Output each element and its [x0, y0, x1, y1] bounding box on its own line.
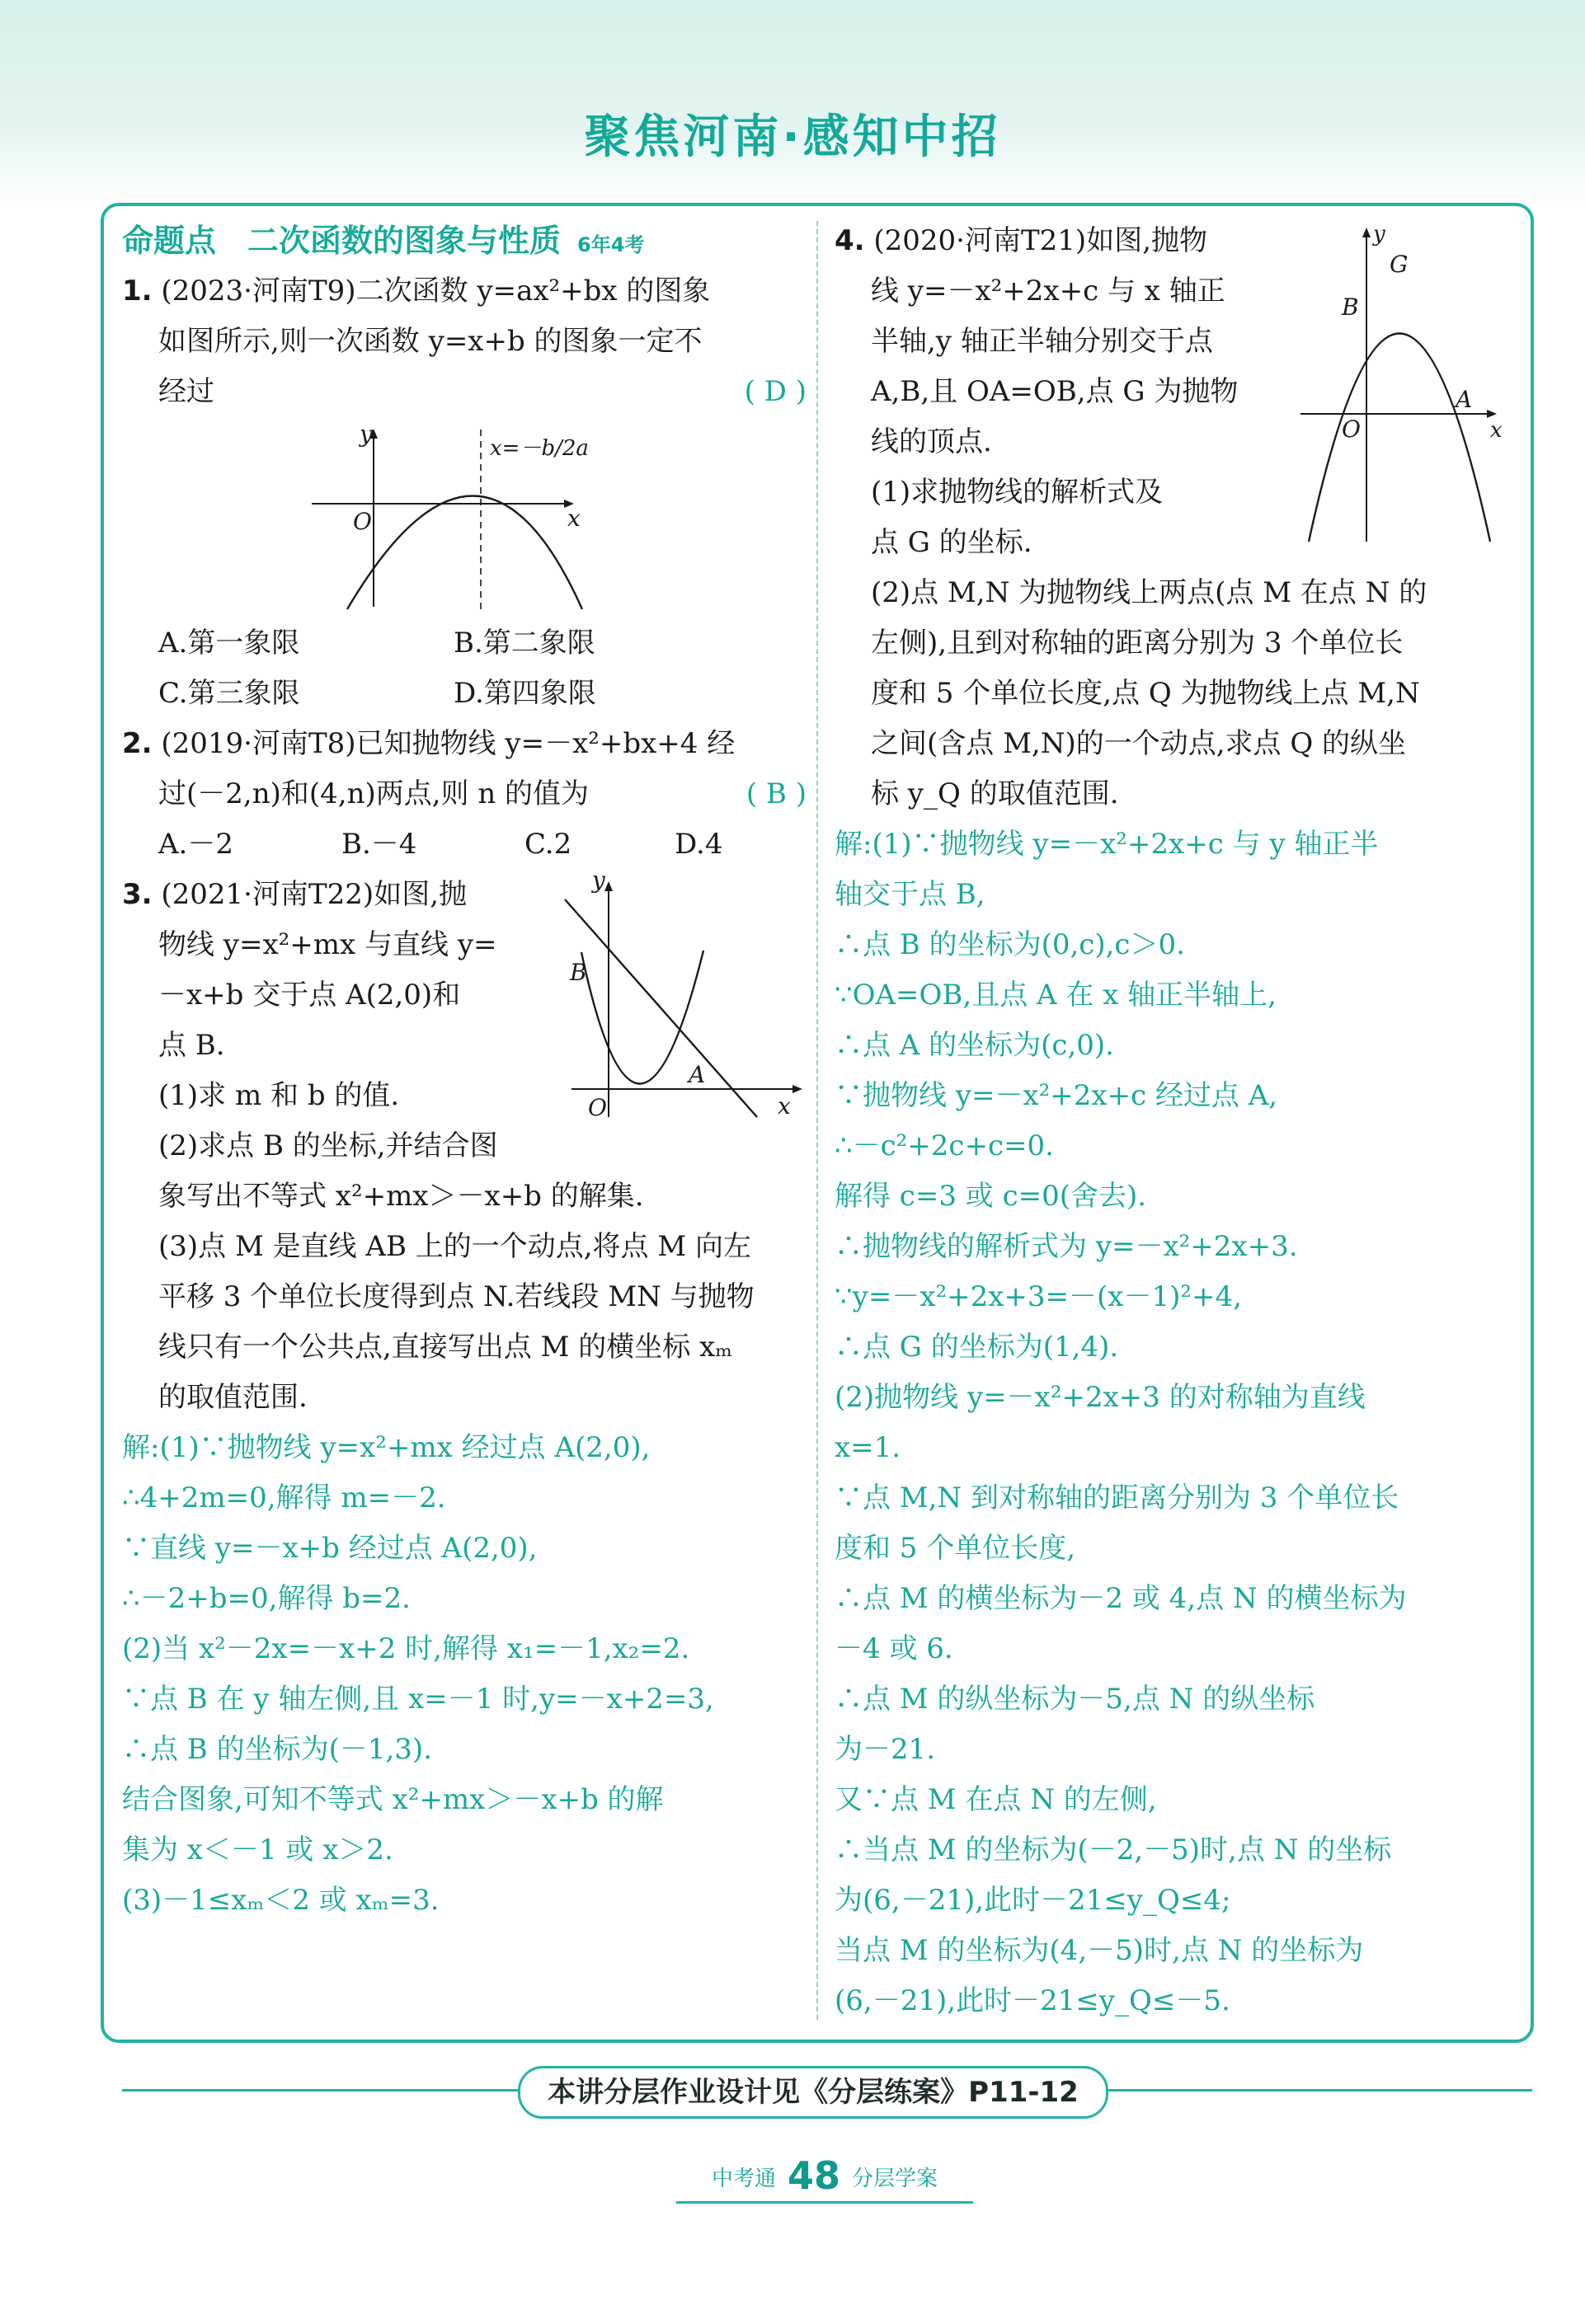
option-d: D.第四象限: [454, 677, 596, 710]
question-4-block: [835, 216, 1511, 819]
question-2-answer: ( B ): [745, 777, 807, 810]
question-4-number: 4.: [835, 224, 865, 257]
question-4-line: (2)点 M,N 为抛物线上两点(点 M 在点 N 的: [871, 576, 1427, 609]
q4-point-g-label: G: [1390, 251, 1409, 278]
question-3-line: 平移 3 个单位长度得到点 N.若线段 MN 与抛物: [158, 1280, 755, 1313]
column-divider: [816, 221, 818, 2020]
solution-line: ∵点 B 在 y 轴左侧,且 x=－1 时,y=－x+2=3,: [122, 1683, 714, 1716]
question-3-block: [122, 870, 807, 1423]
footer-rule-right: [1103, 2089, 1532, 2092]
solution-line: 解得 c=3 或 c=0(舍去).: [835, 1180, 1147, 1213]
question-2-text: (2019·河南T8)已知抛物线 y=－x²+bx+4 经: [161, 727, 736, 760]
question-3-line: (1)求 m 和 b 的值.: [158, 1079, 400, 1112]
left-column: [122, 216, 807, 1926]
page-number: 48: [787, 2153, 840, 2198]
question-1-options-row: [122, 618, 807, 669]
option-b: B.第二象限: [454, 627, 595, 660]
q1-y-label: y: [360, 420, 373, 448]
question-3-number: 3.: [122, 878, 153, 911]
solution-line: 结合图象,可知不等式 x²+mx＞－x+b 的解: [122, 1783, 664, 1816]
question-1-figure: [122, 417, 807, 618]
question-2-text: 过(－2,n)和(4,n)两点,则 n 的值为: [158, 777, 590, 810]
solution-line: ∵y=－x²+2x+3=－(x－1)²+4,: [835, 1280, 1242, 1313]
q4-origin-label: O: [1342, 416, 1361, 443]
solution-line: ∵抛物线 y=－x²+2x+c 经过点 A,: [835, 1079, 1278, 1112]
q1-x-label: x: [567, 505, 581, 532]
section-title: 命题点 二次函数的图象与性质: [122, 223, 562, 259]
q3-y-arrow: [604, 881, 613, 891]
solution-line: ∵点 M,N 到对称轴的距离分别为 3 个单位长: [835, 1481, 1399, 1514]
question-4-line: 线的顶点.: [871, 425, 992, 458]
q4-y-arrow: [1362, 228, 1371, 237]
solution-line: (3)－1≤xₘ＜2 或 xₘ=3.: [122, 1884, 440, 1917]
solution-line: 为(6,－21),此时－21≤y_Q≤4;: [835, 1884, 1231, 1917]
question-4-line: 之间(含点 M,N)的一个动点,求点 Q 的纵坐: [871, 727, 1407, 760]
solution-line: ∴点 M 的横坐标为－2 或 4,点 N 的横坐标为: [835, 1582, 1407, 1615]
question-4-text: (2020·河南T21)如图,抛物: [873, 224, 1208, 257]
page-footer: [676, 2153, 973, 2204]
q3-parabola: [581, 951, 703, 1084]
footer-right-label: 分层学案: [852, 2167, 938, 2191]
solution-line: －4 或 6.: [835, 1632, 953, 1665]
option-a: A.第一象限: [158, 627, 300, 660]
solution-line: (2)抛物线 y=－x²+2x+3 的对称轴为直线: [835, 1381, 1366, 1414]
q1-parabola: [347, 496, 582, 610]
question-4-line: 线 y=－x²+2x+c 与 x 轴正: [871, 275, 1225, 308]
question-2-number: 2.: [122, 727, 153, 760]
option-d: D.4: [675, 828, 723, 861]
question-4-line: A,B,且 OA=OB,点 G 为抛物: [871, 375, 1239, 408]
question-3-line: 点 B.: [158, 1029, 225, 1062]
question-4-solution: [835, 819, 1511, 2026]
solution-line: ∵直线 y=－x+b 经过点 A(2,0),: [122, 1532, 538, 1565]
question-4-graph: [1284, 216, 1507, 546]
question-1-number: 1.: [122, 275, 153, 308]
question-1-line: [122, 367, 807, 417]
solution-line: (6,－21),此时－21≤y_Q≤－5.: [835, 1984, 1230, 2017]
question-3-line: (3)点 M 是直线 AB 上的一个动点,将点 M 向左: [158, 1230, 751, 1263]
solution-line: 又∵点 M 在点 N 的左侧,: [835, 1783, 1157, 1816]
footer-left-label: 中考通: [711, 2167, 776, 2191]
question-1-text: (2023·河南T9)二次函数 y=ax²+bx 的图象: [161, 275, 711, 308]
q4-x-arrow: [1487, 410, 1497, 418]
q3-x-arrow: [792, 1085, 802, 1093]
q4-x-label: x: [1490, 418, 1503, 443]
q1-symmetry-label: x=－b/2a: [490, 436, 589, 461]
question-4-line: 半轴,y 轴正半轴分别交于点: [871, 325, 1213, 358]
q3-point-b-label: B: [570, 959, 587, 986]
solution-line: 解:(1)∵抛物线 y=－x²+2x+c 与 y 轴正半: [835, 828, 1379, 861]
question-4-line: 点 G 的坐标.: [871, 526, 1032, 559]
q3-x-label: x: [778, 1092, 791, 1120]
question-3-line: －x+b 交于点 A(2,0)和: [158, 979, 461, 1012]
solution-line: ∴－c²+2c+c=0.: [835, 1129, 1054, 1162]
solution-line: ∴当点 M 的坐标为(－2,－5)时,点 N 的坐标: [835, 1833, 1392, 1866]
question-1-line: [122, 266, 807, 317]
option-a: A.－2: [158, 828, 233, 861]
question-3-line: (2)求点 B 的坐标,并结合图: [158, 1129, 498, 1162]
solution-line: ∵OA=OB,且点 A 在 x 轴正半轴上,: [835, 979, 1277, 1012]
question-1-answer: ( D ): [744, 375, 807, 408]
solution-line: (2)当 x²－2x=－x+2 时,解得 x₁=－1,x₂=2.: [122, 1632, 690, 1665]
question-3-text: (2021·河南T22)如图,抛: [161, 878, 468, 911]
solution-line: 解:(1)∵抛物线 y=x²+mx 经过点 A(2,0),: [122, 1431, 651, 1464]
question-3-line: 的取值范围.: [158, 1381, 308, 1414]
question-3-solution: [122, 1423, 807, 1926]
section-tag: 6年4考: [577, 233, 645, 256]
question-4-line: 度和 5 个单位长度,点 Q 为抛物线上点 M,N: [871, 677, 1420, 710]
footer-rule-left: [122, 2089, 518, 2092]
q3-point-a-label: A: [689, 1061, 706, 1088]
question-1-options-row: [122, 669, 807, 719]
q3-origin-label: O: [588, 1094, 607, 1121]
q3-y-label: y: [592, 870, 605, 894]
question-4-line: 标 y_Q 的取值范围.: [871, 777, 1119, 810]
q4-y-label: y: [1373, 222, 1385, 246]
question-2-line: [122, 769, 807, 819]
solution-line: ∴－2+b=0,解得 b=2.: [122, 1582, 411, 1615]
option-b: B.－4: [341, 828, 417, 861]
question-4-line: (1)求抛物线的解析式及: [871, 476, 1164, 509]
question-3-line: 线只有一个公共点,直接写出点 M 的横坐标 xₘ: [158, 1331, 733, 1364]
q4-parabola: [1309, 334, 1490, 542]
question-3-graph: [563, 870, 807, 1125]
solution-line: 轴交于点 B,: [835, 878, 985, 911]
q4-point-b-label: B: [1342, 293, 1359, 321]
solution-line: 为－21.: [835, 1733, 936, 1766]
page-title: 聚焦河南·感知中招: [584, 110, 1001, 164]
q4-point-a-label: A: [1456, 386, 1473, 413]
solution-line: ∴点 G 的坐标为(1,4).: [835, 1331, 1119, 1364]
question-4-line: 左侧),且到对称轴的距离分别为 3 个单位长: [871, 627, 1404, 660]
question-1-line: 如图所示,则一次函数 y=x+b 的图象一定不: [158, 325, 703, 358]
solution-line: ∴点 B 的坐标为(0,c),c＞0.: [835, 928, 1185, 961]
q3-line: [565, 899, 757, 1117]
question-1-text: 经过: [158, 375, 214, 408]
solution-line: ∴点 B 的坐标为(－1,3).: [122, 1733, 433, 1766]
homework-reference: 本讲分层作业设计见《分层练案》P11-12: [518, 2066, 1108, 2119]
solution-line: 集为 x＜－1 或 x＞2.: [122, 1833, 393, 1866]
right-column: [835, 216, 1511, 2026]
question-1-graph: [122, 417, 807, 618]
solution-line: ∴抛物线的解析式为 y=－x²+2x+3.: [835, 1230, 1298, 1263]
question-3-line: 物线 y=x²+mx 与直线 y=: [158, 928, 497, 961]
option-c: C.第三象限: [158, 677, 300, 710]
solution-line: ∴点 M 的纵坐标为－5,点 N 的纵坐标: [835, 1683, 1315, 1716]
section-heading: [122, 216, 807, 266]
solution-line: ∴点 A 的坐标为(c,0).: [835, 1029, 1114, 1062]
option-c: C.2: [524, 828, 572, 861]
solution-line: ∴4+2m=0,解得 m=－2.: [122, 1481, 446, 1514]
q1-origin-label: O: [353, 508, 372, 535]
question-3-line: 象写出不等式 x²+mx＞－x+b 的解集.: [158, 1180, 644, 1213]
solution-line: 度和 5 个单位长度,: [835, 1532, 1076, 1565]
solution-line: 当点 M 的坐标为(4,－5)时,点 N 的坐标为: [835, 1934, 1364, 1967]
question-2-options-row: [122, 819, 807, 870]
question-2-line: [122, 719, 807, 769]
solution-line: x=1.: [835, 1431, 901, 1464]
